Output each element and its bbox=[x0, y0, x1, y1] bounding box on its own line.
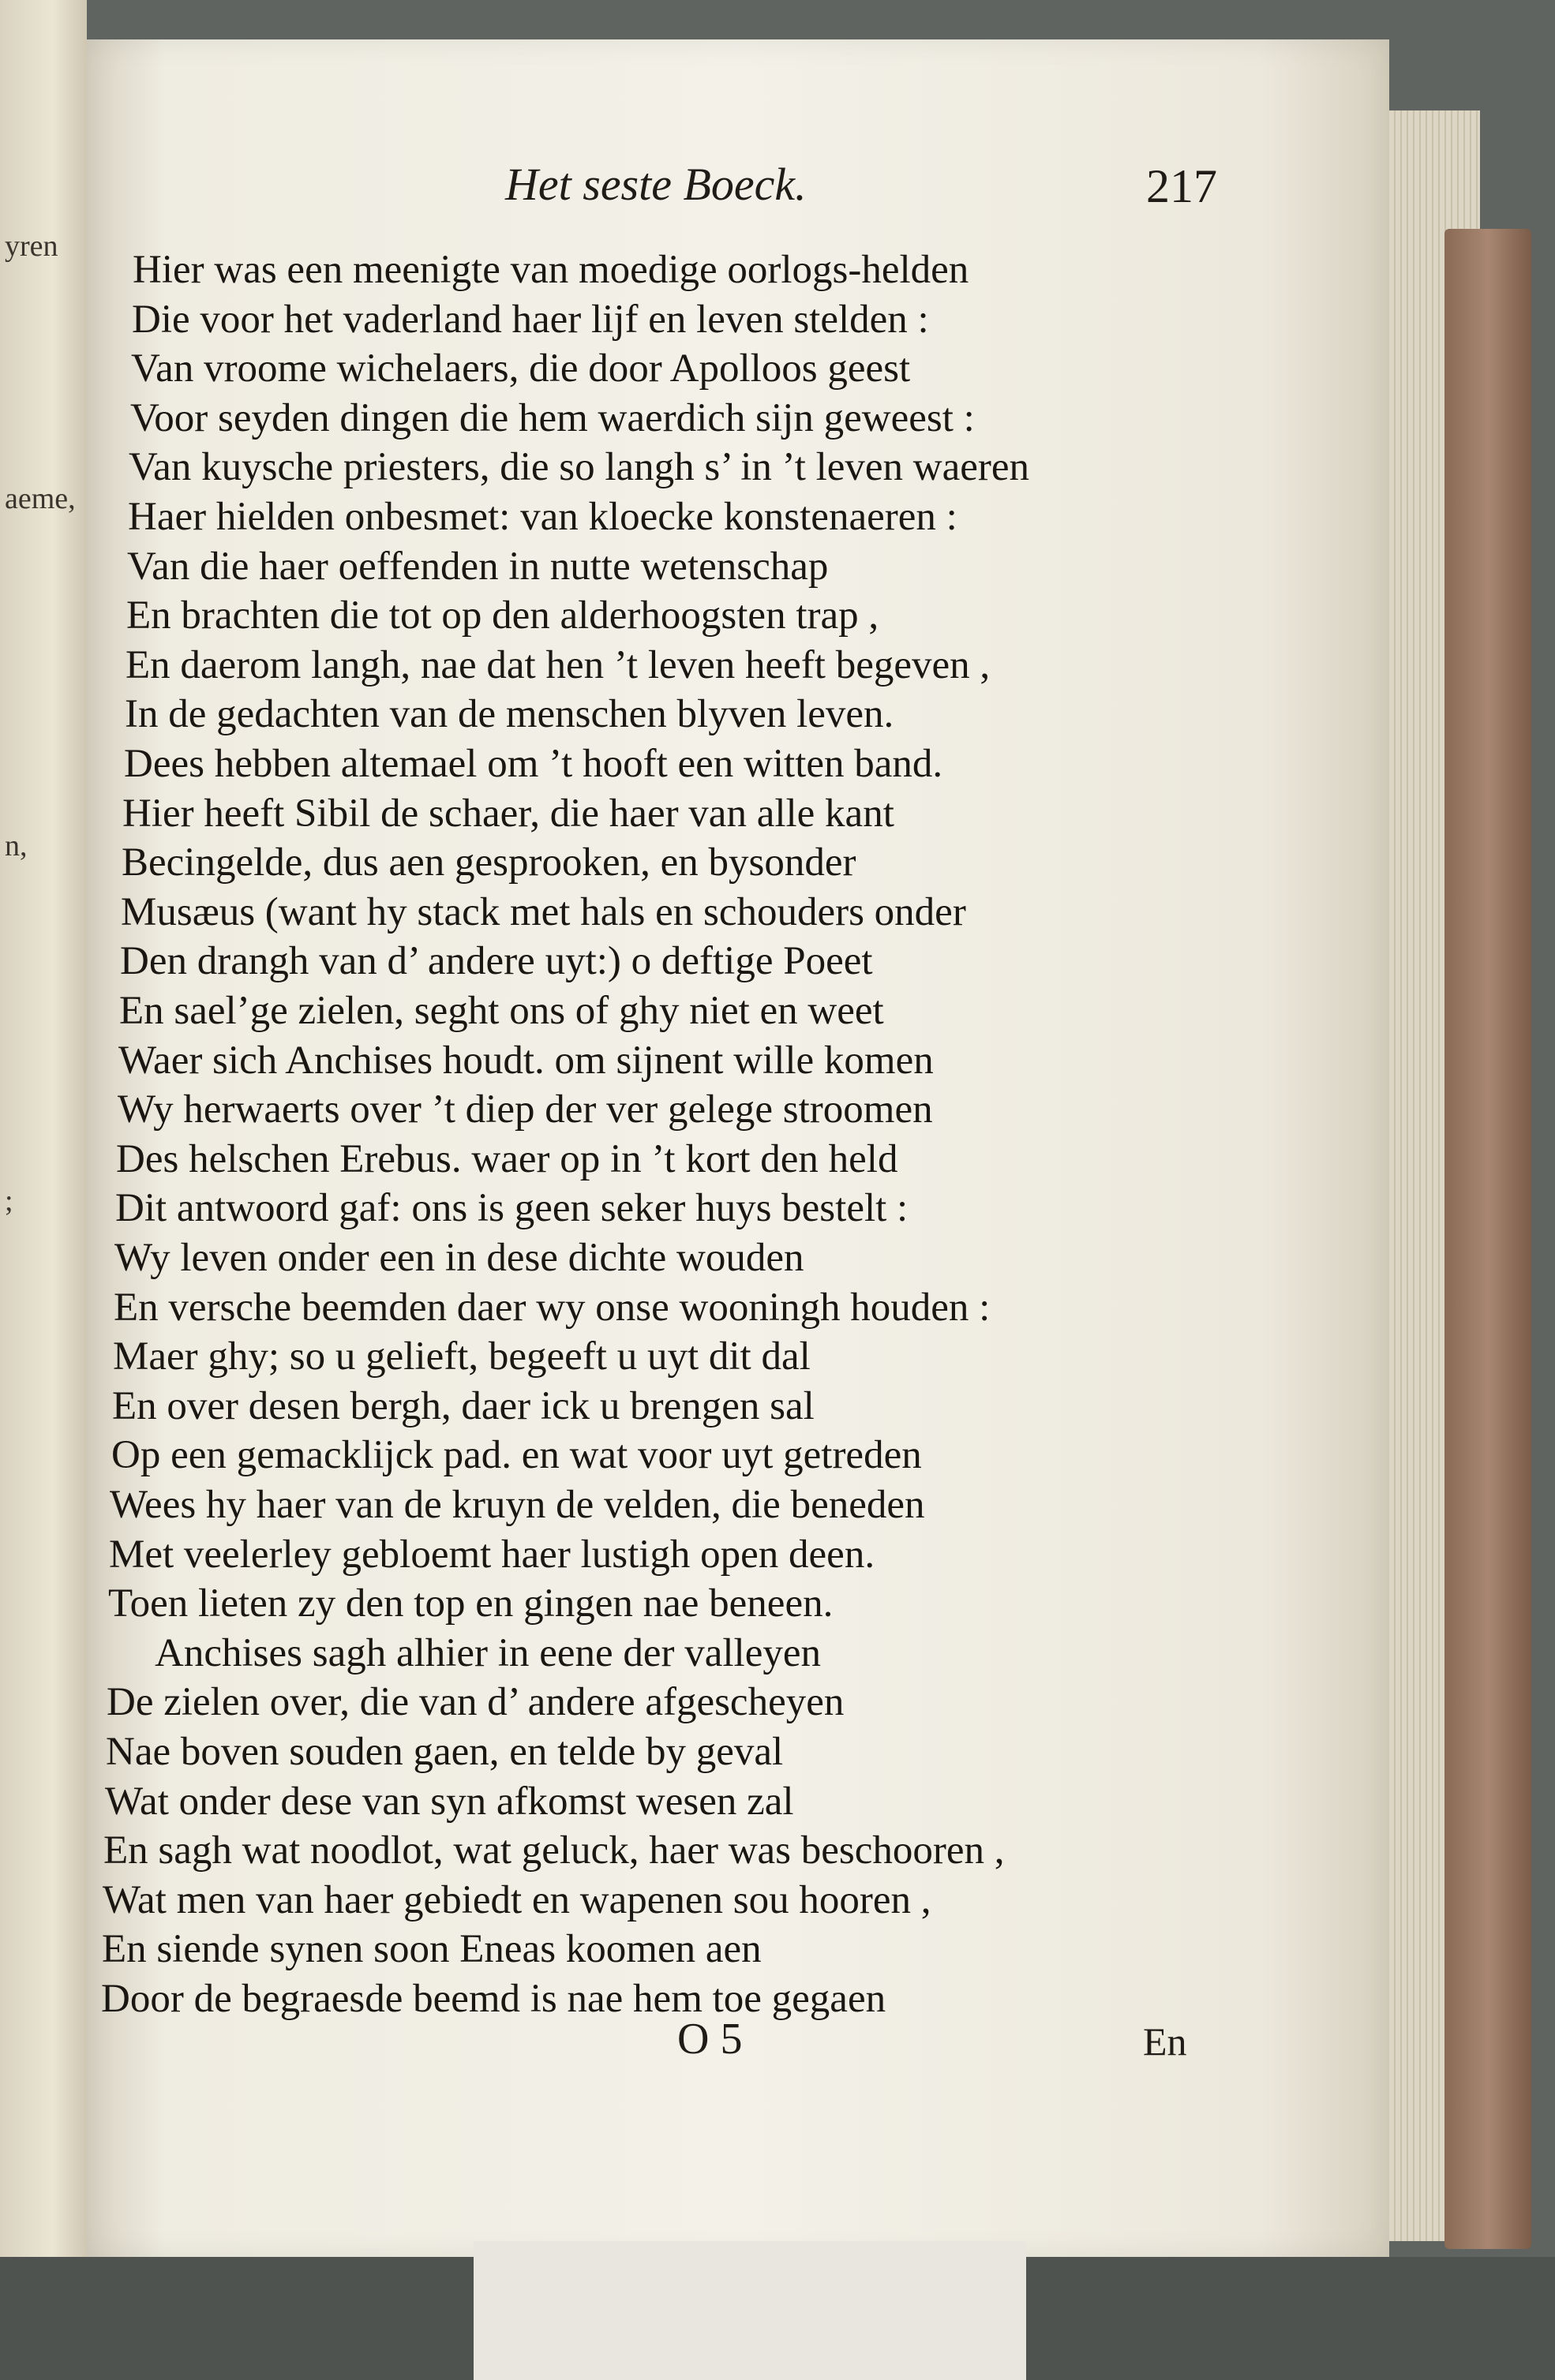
poem-line: Des helschen Erebus. waer op in ’t kort den held bbox=[116, 1137, 898, 1181]
left-page-fragment: ; bbox=[5, 1184, 13, 1218]
poem-line: En brachten die tot op den alderhoogsten trap , bbox=[126, 593, 879, 638]
poem-line: Wees hy haer van de kruyn de velden, die beneden bbox=[110, 1483, 925, 1527]
poem-line: Voor seyden dingen die hem waerdich sijn geweest : bbox=[130, 396, 975, 440]
poem-line: Hier heeft Sibil de schaer, die haer van alle kant bbox=[122, 791, 894, 836]
poem-line: Toen lieten zy den top en gingen nae beneen. bbox=[108, 1581, 834, 1626]
poem-line: Haer hielden onbesmet: van kloecke konstenaeren : bbox=[128, 495, 957, 539]
poem-line: Becingelde, dus aen gesprooken, en bysonder bbox=[122, 840, 856, 885]
poem-line: Dees hebben altemael om ’t hooft een witten band. bbox=[124, 742, 943, 786]
poem-line: Door de begraesde beemd is nae hem toe gegaen bbox=[101, 1977, 886, 2021]
poem-line: Wy leven onder een in dese dichte wouden bbox=[114, 1236, 804, 1280]
poem-line: Musæus (want hy stack met hals en schouders onder bbox=[121, 890, 966, 934]
poem-line: Die voor het vaderland haer lijf en leven stelden : bbox=[132, 298, 929, 342]
poem-line: Den drangh van d’ andere uyt:) o deftige Poeet bbox=[120, 939, 873, 983]
poem-line: In de gedachten van de menschen blyven leven. bbox=[125, 692, 894, 736]
poem-line: De zielen over, die van d’ andere afgescheyen bbox=[107, 1680, 845, 1724]
paper-strip bbox=[474, 2241, 1026, 2380]
poem-line: Van vroome wichelaers, die door Apolloos geest bbox=[131, 346, 911, 391]
poem-line: En daerom langh, nae dat hen ’t leven heeft begeven , bbox=[126, 643, 991, 687]
poem-line: Anchises sagh alhier in eene der valleyen bbox=[155, 1631, 821, 1675]
poem-line: En sagh wat noodlot, wat geluck, haer was beschooren , bbox=[103, 1828, 1005, 1873]
poem-line: Van die haer oeffenden in nutte wetenschap bbox=[127, 544, 829, 589]
poem-line: Dit antwoord gaf: ons is geen seker huys bestelt : bbox=[115, 1186, 909, 1230]
poem-line: En over desen bergh, daer ick u brengen sal bbox=[112, 1384, 815, 1428]
poem-line: Van kuysche priesters, die so langh s’ in ’t leven waeren bbox=[129, 445, 1030, 489]
left-page-fragment: yren bbox=[5, 230, 58, 263]
running-title: Het seste Boeck. bbox=[505, 159, 807, 210]
poem-line: Wat onder dese van syn afkomst wesen zal bbox=[105, 1779, 794, 1824]
poem-line: Wat men van haer gebiedt en wapenen sou hooren , bbox=[103, 1878, 931, 1922]
poem-line: En sael’ge zielen, seght ons of ghy niet en weet bbox=[119, 989, 884, 1033]
poem-line: Waer sich Anchises houdt. om sijnent wille komen bbox=[118, 1038, 934, 1083]
poem-line: Op een gemacklijck pad. en wat voor uyt getreden bbox=[111, 1433, 922, 1477]
book-cover-edge bbox=[1444, 229, 1531, 2249]
poem-line: Nae boven souden gaen, en telde by geval bbox=[106, 1730, 784, 1774]
poem-line: En versche beemden daer wy onse wooningh houden : bbox=[114, 1285, 991, 1330]
catchword: En bbox=[1143, 2019, 1187, 2064]
left-page-edge bbox=[0, 0, 87, 2257]
poem-line: Wy herwaerts over ’t diep der ver gelege stroomen bbox=[118, 1087, 933, 1132]
poem-line: Hier was een meenigte van moedige oorlogs-helden bbox=[133, 248, 969, 292]
left-page-fragment: aeme, bbox=[5, 482, 76, 515]
left-page-fragment: n, bbox=[5, 829, 28, 863]
signature-mark: O 5 bbox=[677, 2015, 743, 2064]
page-number: 217 bbox=[1146, 160, 1217, 212]
poem-line: Maer ghy; so u gelieft, begeeft u uyt dit dal bbox=[113, 1334, 811, 1379]
poem-line: En siende synen soon Eneas koomen aen bbox=[102, 1927, 762, 1971]
poem-line: Met veelerley gebloemt haer lustigh open deen. bbox=[109, 1532, 875, 1577]
